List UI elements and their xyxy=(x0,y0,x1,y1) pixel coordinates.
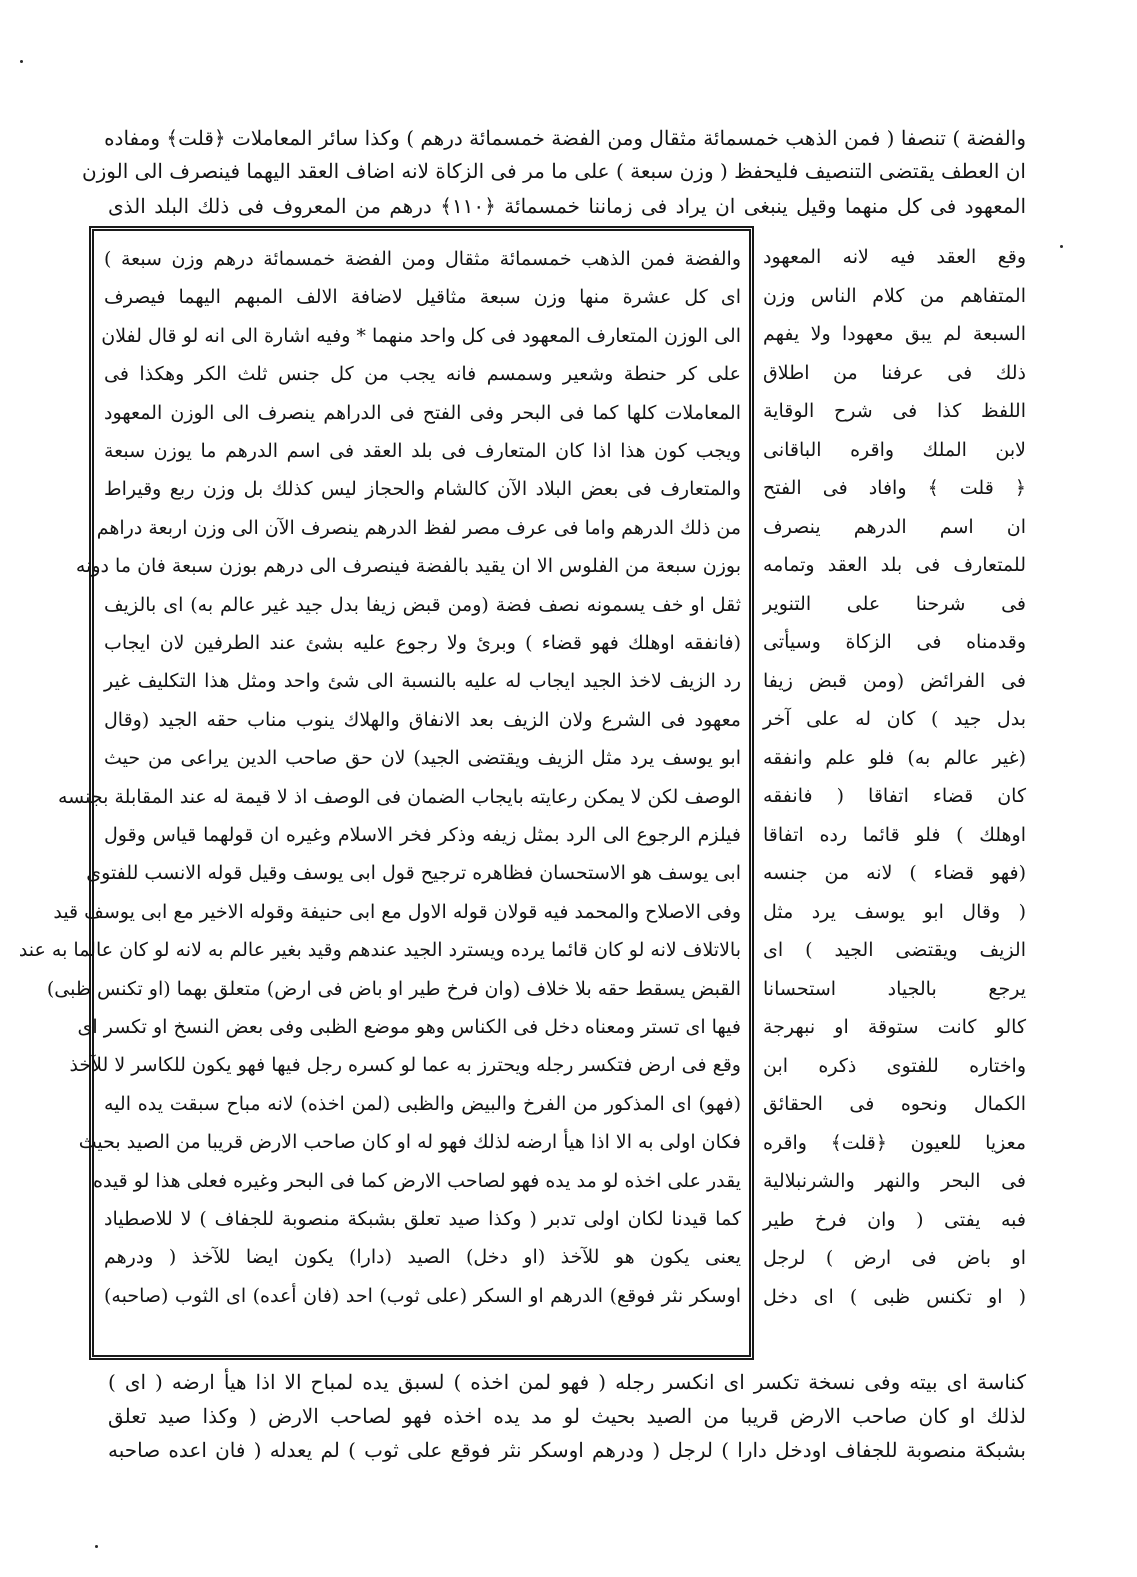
boxed-line: ويجب كون هذا اذا كان المتعارف فى بلد العقد فى اسم الدرهم ما يوزن سبعة xyxy=(104,440,741,462)
boxed-line: ثقل او خف يسمونه نصف فضة (ومن قبض زيفا بدل جيد غير عالم به) اى بالزيف xyxy=(104,593,741,616)
bottom-line: لذلك او كان صاحب الارض قريبا من الصيد بحيث لو مد يده اخذه فهو لصاحب الارض ( وكذا صيد تعلق xyxy=(108,1404,1026,1428)
margin-line: بدل جيد ) كان له على آخر xyxy=(763,708,1026,730)
bottom-line: كناسة اى بيته وفى نسخة تكسر اى انكسر رجله ( فهو لمن اخذه ) لسبق يده لمباح الا اذا هيأ ارضه ( اى ) xyxy=(108,1370,1026,1394)
boxed-line: فكان اولى به الا اذا هيأ ارضه لذلك فهو له او كان صاحب الارض قريبا من الصيد بحيث xyxy=(78,1131,741,1154)
margin-line: لابن الملك واقره الباقانى xyxy=(763,438,1026,461)
margin-line: (فهو قضاء ) لانه من جنسه xyxy=(763,862,1026,884)
margin-line: او باض فى ارض ) لرجل xyxy=(763,1247,1026,1269)
boxed-line: القبض يسقط حقه بلا خلاف (وان فرخ طير او باض فى ارض) متعلق بهما (او تكنس ظبى) xyxy=(46,977,741,1000)
margin-line: ان اسم الدرهم ينصرف xyxy=(763,515,1026,538)
ink-speck xyxy=(95,1545,98,1548)
margin-line: للمتعارف فى بلد العقد وتمامه xyxy=(763,554,1026,576)
margin-line: فى الفرائض (ومن قبض زيفا xyxy=(763,669,1026,692)
boxed-line: بالاتلاف لانه لو كان قائما يرده ويسترد الجيد عندهم وقيد بغير عالم به لانه لو كان عالما به عند xyxy=(18,939,741,962)
top-line: المعهود فى كل منهما وقيل ينبغى ان يراد فى زماننا خمسمائة ﴿١١٠﴾ درهم من المعروف فى ذلك البلد الذى xyxy=(108,194,1027,218)
ink-speck xyxy=(1060,245,1063,248)
margin-line: اللفظ كذا فى شرح الوقاية xyxy=(763,400,1026,422)
boxed-line: يقدر على اخذه لو مد يده فهو لصاحب الارض كما فى البحر وغيره فعلى هذا لو قيده xyxy=(92,1169,741,1192)
boxed-line: المعاملات كلها كما فى البحر وفى الفتح فى الدراهم ينصرف الى الوزن المعهود xyxy=(104,401,741,424)
boxed-line: من ذلك الدرهم واما فى عرف مصر لفظ الدرهم ينصرف الآن الى وزن اربعة دراهم xyxy=(96,516,741,539)
margin-line: (غير عالم به) فلو علم وانفقه xyxy=(763,746,1026,769)
boxed-line: معهود فى الشرع ولان الزيف بعد الانفاق والهلاك ينوب مناب حقه الجيد (وقال xyxy=(104,708,741,731)
margin-line: ﴿ قلت ﴾ وافاد فى الفتح xyxy=(763,477,1026,499)
margin-line: كان قضاء اتفاقا ( فانفقه xyxy=(763,785,1026,807)
margin-line: فى شرحنا على التنوير xyxy=(763,592,1026,615)
margin-line: المتفاهم من كلام الناس وزن xyxy=(763,284,1026,307)
boxed-line: (فهو) اى المذكور من الفرخ والبيض والظبى (لمن اخذه) لانه مباح سبقت يده اليه xyxy=(104,1092,741,1115)
boxed-line: وفى الاصلاح والمحمد فيه قولان قوله الاول مع ابى حنيفة وقوله الاخير مع ابى يوسف قيد xyxy=(53,900,741,923)
margin-line: اوهلك ) فلو قائما رده اتفاقا xyxy=(763,823,1026,846)
boxed-line: فيلزم الرجوع الى الرد بمثل زيفه وذكر فخر الاسلام وغيره ان قولهما قياس وقول xyxy=(104,824,741,846)
margin-line: وقع العقد فيه لانه المعهود xyxy=(763,246,1026,268)
margin-line: ( وقال ابو يوسف يرد مثل xyxy=(763,900,1026,923)
boxed-line: ابو يوسف يرد مثل الزيف ويقتضى الجيد) لان حق صاحب الدين يراعى من حيث xyxy=(104,747,741,770)
boxed-line: الوصف لكن لا يمكن رعايته بايجاب الضمان فى الوصف اذ لا قيمة له عند المقابلة بجنسه xyxy=(58,785,741,808)
margin-line: ذلك فى عرفنا من اطلاق xyxy=(763,361,1026,384)
margin-line: معزيا للعيون ﴿قلت﴾ واقره xyxy=(763,1131,1026,1154)
boxed-line: كما قيدنا لكان اولى تدبر ( وكذا صيد تعلق بشبكة منصوبة للجفاف ) لا للاصطياد xyxy=(104,1208,741,1230)
margin-line: الكمال ونحوه فى الحقائق xyxy=(763,1093,1026,1115)
margin-line: وقدمناه فى الزكاة وسيأتى xyxy=(763,631,1026,653)
boxed-line: والمتعارف فى بعض البلاد الآن كالشام والحجاز ليس كذلك بل وزن ربع وقيراط xyxy=(104,478,741,501)
boxed-line: والفضة فمن الذهب خمسمائة مثقال ومن الفضة خمسمائة درهم وزن سبعة ) xyxy=(104,248,741,270)
bottom-line: بشبكة منصوبة للجفاف اودخل دارا ) لرجل ( ودرهم اوسكر نثر فوقع على ثوب ) لم يعدله ( فان اعده صاحبه xyxy=(108,1438,1026,1462)
margin-line: واختاره للفتوى ذكره ابن xyxy=(763,1054,1026,1077)
boxed-line: اوسكر نثر فوقع) الدرهم او السكر (على ثوب) احد (فان أعده) اى الثوب (صاحبه) xyxy=(104,1284,741,1307)
boxed-line: ابى يوسف هو الاستحسان فظاهره ترجيح قول ابى يوسف وقيل قوله الانسب للفتوى xyxy=(86,862,741,885)
boxed-line: اى كل عشرة منها وزن سبعة مثاقيل لاضافة الالف المبهم اليهما فيصرف xyxy=(104,286,741,309)
top-line: ان العطف يقتضى التنصيف فليحفظ ( وزن سبعة ) على ما مر فى الزكاة لانه اضاف العقد اليهما فينصرف الى الوزن xyxy=(81,159,1026,183)
margin-line: ( او تكنس ظبى ) اى دخل xyxy=(763,1285,1026,1308)
boxed-line: يعنى يكون هو للآخذ (او دخل) الصيد (دارا) يكون ايضا للآخذ ( ودرهم xyxy=(104,1246,741,1269)
margin-line: يرجع بالجياد استحسانا xyxy=(763,977,1026,1000)
margin-line: فبه يفتى ( وان فرخ طير xyxy=(763,1208,1026,1231)
top-line: والفضة ) تنصفا ( فمن الذهب خمسمائة مثقال ومن الفضة خمسمائة درهم ) وكذا سائر المعاملات ﴿قلت﴾ ومفاده xyxy=(104,126,1026,150)
ink-speck xyxy=(20,60,23,63)
margin-line: السبعة لم يبق معهودا ولا يفهم xyxy=(763,323,1026,345)
boxed-line: فيها اى تستر ومعناه دخل فى الكناس وهو موضع الظبى وفى بعض النسخ او تكسر اى xyxy=(77,1016,741,1038)
margin-line: كالو كانت ستوقة او نبهرجة xyxy=(763,1016,1026,1038)
margin-line: الزيف ويقتضى الجيد ) اى xyxy=(763,939,1026,961)
boxed-line: بوزن سبعة من الفلوس الا ان يقيد بالفضة فينصرف الى درهم بوزن سبعة فان ما دونه xyxy=(75,555,741,578)
boxed-line: على كر حنطة وشعير وسمسم فانه يجب من كل جنس ثلث الكر وهكذا فى xyxy=(104,363,741,386)
boxed-line: الى الوزن المتعارف المعهود فى كل واحد منهما * وفيه اشارة الى انه لو قال لفلان xyxy=(101,324,741,347)
boxed-line: رد الزيف لاخذ الجيد ايجاب له عليه بالنسبة الى شئ واحد ومثل هذا التكليف غير xyxy=(104,670,741,693)
boxed-line: وقع فى ارض فتكسر رجله ويحترز به عما لو كسره رجل فيها فهو يكون للكاسر لا للآخذ xyxy=(69,1054,741,1077)
boxed-line: (فانفقه اوهلك فهو قضاء ) وبرئ ولا رجوع عليه بشئ عند الطرفين لان ايجاب xyxy=(104,632,741,654)
margin-line: فى البحر والنهر والشرنبلالية xyxy=(763,1170,1026,1192)
